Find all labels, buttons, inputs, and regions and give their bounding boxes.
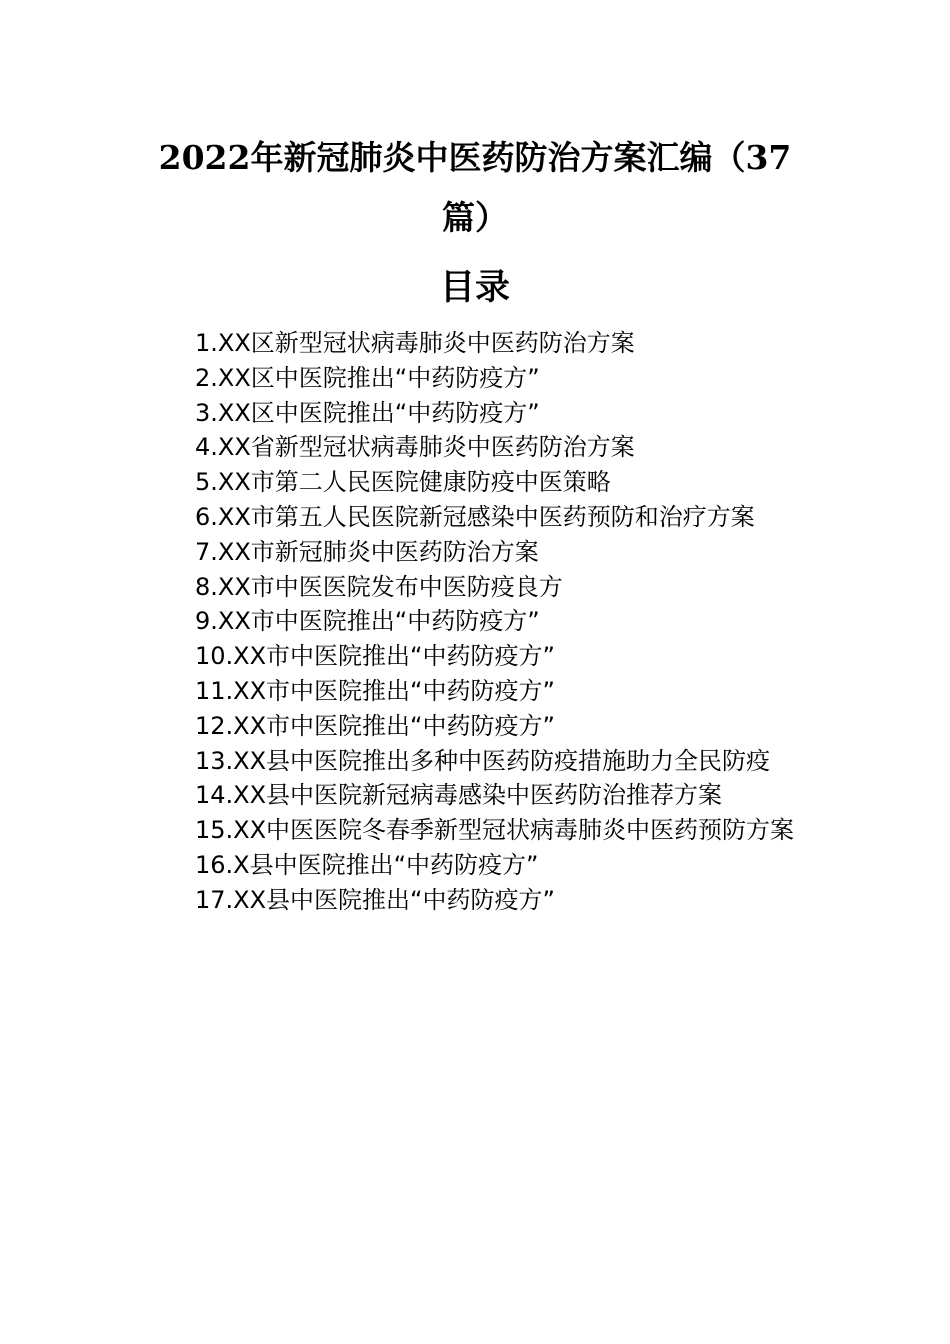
table-of-contents — [143, 326, 811, 918]
toc-item: 12.XX市中医院推出“中药防疫方” — [195, 711, 555, 740]
toc-item: 17.XX县中医院推出“中药防疫方” — [195, 885, 555, 914]
toc-item: 13.XX县中医院推出多种中医药防疫措施助力全民防疫 — [195, 746, 771, 775]
toc-item: 2.XX区中医院推出“中药防疫方” — [195, 363, 540, 392]
toc-item: 11.XX市中医院推出“中药防疫方” — [195, 676, 555, 705]
toc-heading: 目录 — [439, 267, 510, 308]
toc-item: 3.XX区中医院推出“中药防疫方” — [195, 398, 540, 427]
toc-item: 6.XX市第五人民医院新冠感染中医药预防和治疗方案 — [195, 502, 755, 531]
document-title: 2022年新冠肺炎中医药防治方案汇编（37篇） — [158, 138, 792, 237]
toc-item: 14.XX县中医院新冠病毒感染中医药防治推荐方案 — [195, 781, 723, 810]
toc-item: 7.XX市新冠肺炎中医药防治方案 — [195, 537, 539, 566]
toc-item: 5.XX市第二人民医院健康防疫中医策略 — [195, 468, 611, 497]
toc-item: 1.XX区新型冠状病毒肺炎中医药防治方案 — [195, 329, 635, 357]
toc-item: 8.XX市中医医院发布中医防疫良方 — [195, 572, 563, 601]
toc-item: 4.XX省新型冠状病毒肺炎中医药防治方案 — [195, 433, 635, 462]
toc-item: 15.XX中医医院冬春季新型冠状病毒肺炎中医药预防方案 — [195, 816, 795, 845]
toc-item: 16.X县中医院推出“中药防疫方” — [195, 850, 539, 879]
toc-item: 10.XX市中医院推出“中药防疫方” — [195, 642, 555, 671]
toc-item: 9.XX市中医院推出“中药防疫方” — [195, 607, 540, 636]
